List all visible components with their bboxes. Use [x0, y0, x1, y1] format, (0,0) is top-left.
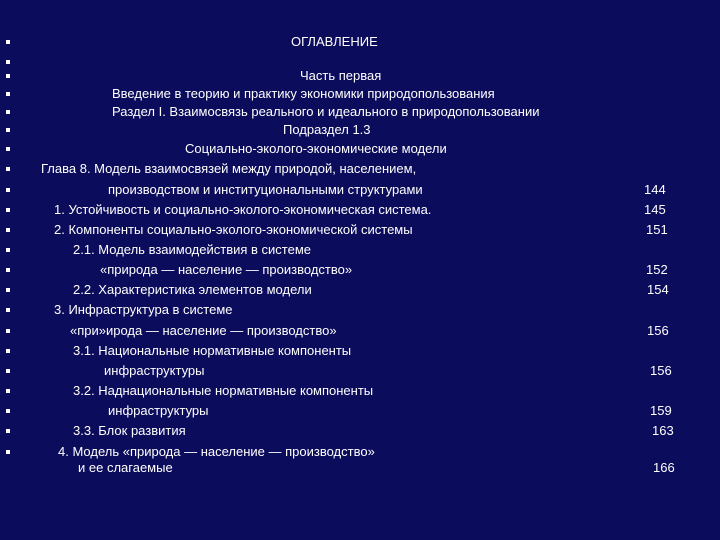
bullet-icon [6, 308, 10, 312]
bullet-icon [6, 268, 10, 272]
bullet-icon [6, 429, 10, 433]
toc-row [0, 402, 720, 422]
toc-line: производством и институциональными структурами [108, 182, 423, 197]
toc-page-number: 152 [646, 262, 668, 277]
toc-line: инфраструктуры [104, 363, 205, 378]
toc-row [0, 221, 720, 241]
toc-line: Глава 8. Модель взаимосвязей между природой, населением, [41, 161, 417, 176]
bullet-icon [6, 92, 10, 96]
toc-title: ОГЛАВЛЕНИЕ [291, 34, 378, 49]
toc-line: 4. Модель «природа — население — производство» [58, 444, 375, 459]
toc-line: 3. Инфраструктура в системе [54, 302, 233, 317]
toc-row [0, 67, 720, 87]
bullet-icon [6, 409, 10, 413]
toc-row [0, 103, 720, 123]
bullet-icon [6, 188, 10, 192]
toc-row [0, 201, 720, 221]
toc-row [0, 121, 720, 141]
bullet-icon [6, 389, 10, 393]
toc-line: «при»ирода — население — производство» [70, 323, 337, 338]
toc-line: Раздел I. Взаимосвязь реального и идеального в природопользовании [112, 104, 540, 119]
bullet-icon [6, 40, 10, 44]
toc-page-number: 156 [647, 323, 669, 338]
toc-line: 2.1. Модель взаимодействия в системе [73, 242, 311, 257]
toc-row-title [0, 33, 720, 53]
bullet-icon [6, 110, 10, 114]
toc-page-number: 163 [652, 423, 674, 438]
toc-line: Подраздел 1.3 [283, 122, 371, 137]
toc-page-number: 151 [646, 222, 668, 237]
toc-line: Часть первая [300, 68, 382, 83]
toc-page-number: 144 [644, 182, 666, 197]
bullet-icon [6, 147, 10, 151]
toc-line: 2. Компоненты социально-эколого-экономической системы [54, 222, 413, 237]
toc-line: 2.2. Характеристика элементов модели [73, 282, 312, 297]
toc-line: Социально-эколого-экономические модели [185, 141, 447, 156]
toc-row [0, 422, 720, 442]
bullet-icon [6, 288, 10, 292]
toc-row [0, 281, 720, 301]
bullet-icon [6, 228, 10, 232]
toc-row [0, 362, 720, 382]
bullet-icon [6, 128, 10, 132]
toc-page-number: 154 [647, 282, 669, 297]
toc-row [0, 241, 720, 261]
toc-row [0, 382, 720, 402]
toc-row [0, 181, 720, 201]
bullet-icon [6, 208, 10, 212]
toc-row [0, 85, 720, 105]
bullet-icon [6, 349, 10, 353]
bullet-icon [6, 450, 10, 454]
toc-row [0, 322, 720, 342]
bullet-icon [6, 167, 10, 171]
bullet-icon [6, 60, 10, 64]
toc-page-number: 166 [653, 460, 675, 475]
toc-line: инфраструктуры [108, 403, 209, 418]
toc-line: Введение в теорию и практику экономики природопользования [112, 86, 495, 101]
toc-line: 1. Устойчивость и социально-эколого-экономическая система. [54, 202, 432, 217]
bullet-icon [6, 74, 10, 78]
bullet-icon [6, 329, 10, 333]
toc-row [0, 140, 720, 160]
toc-line-continuation: и ее слагаемые [78, 460, 173, 475]
toc-line: 3.3. Блок развития [73, 423, 186, 438]
bullet-icon [6, 248, 10, 252]
toc-line: «природа — население — производство» [100, 262, 353, 277]
toc-page-number: 159 [650, 403, 672, 418]
toc-row [0, 342, 720, 362]
toc-row [0, 301, 720, 321]
toc-page-number: 156 [650, 363, 672, 378]
toc-line: 3.1. Национальные нормативные компоненты [73, 343, 352, 358]
toc-row [0, 160, 720, 180]
bullet-icon [6, 369, 10, 373]
toc-row [0, 261, 720, 281]
toc-page-number: 145 [644, 202, 666, 217]
toc-line: 3.2. Наднациональные нормативные компоненты [73, 383, 374, 398]
